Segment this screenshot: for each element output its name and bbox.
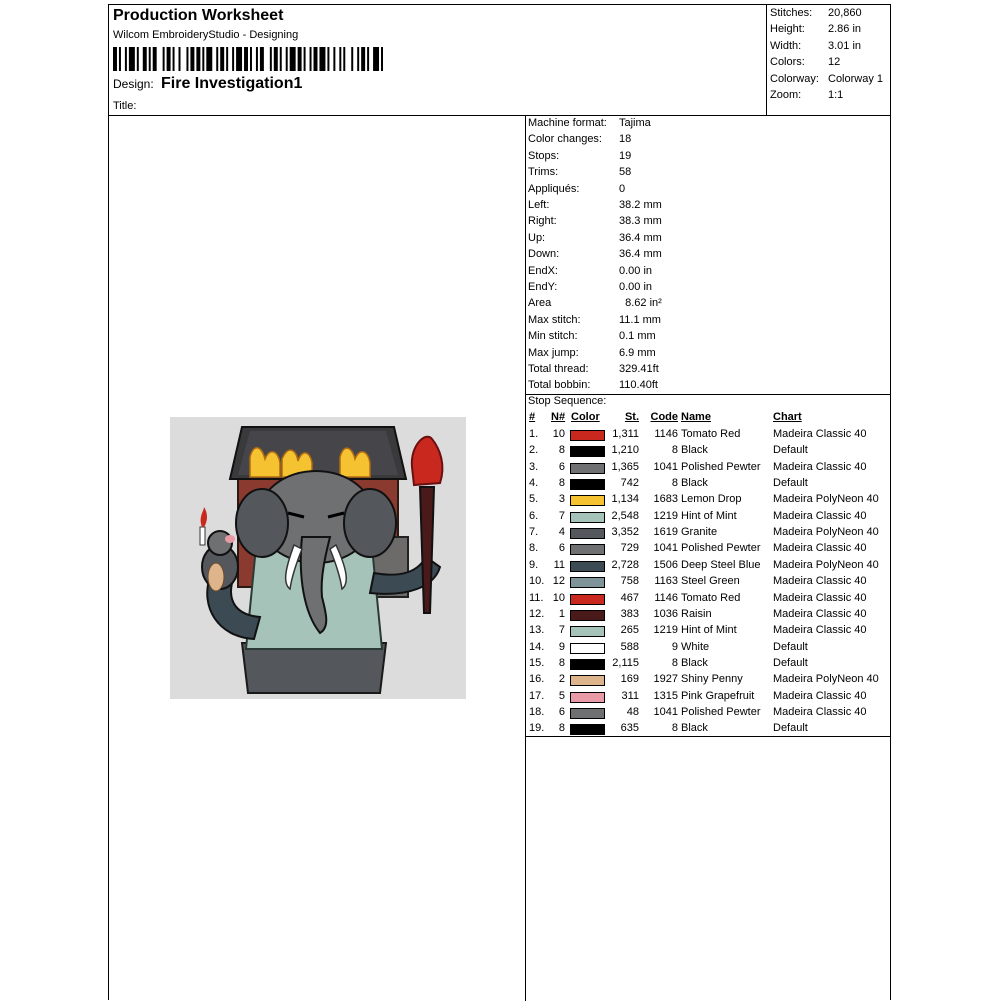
machine-info-label: EndY: — [528, 281, 558, 293]
thread-name: Deep Steel Blue — [681, 558, 761, 571]
thread-chart: Madeira Classic 40 — [773, 428, 867, 440]
stat-value: 3.01 in — [828, 39, 862, 52]
machine-info-value: 11.1 mm — [619, 313, 661, 326]
stat-value: Colorway 1 — [828, 72, 884, 85]
thread-name: Black — [681, 477, 708, 490]
barcode-bar — [196, 47, 200, 71]
stat-row — [770, 56, 840, 68]
thread-code: 1927 — [653, 673, 678, 686]
barcode-bar — [339, 47, 341, 71]
needle-number: 10 — [552, 428, 565, 440]
stop-number: 15. — [529, 656, 545, 669]
thread-chart: Madeira PolyNeon 40 — [773, 558, 879, 571]
thread-chart: Madeira Classic 40 — [773, 689, 867, 702]
title-label: Title: — [113, 100, 137, 112]
needle-number: 8 — [558, 477, 565, 490]
machine-info-label: Max stitch: — [528, 313, 581, 326]
stop-number: 16. — [529, 673, 545, 686]
col-header-code: Code — [650, 411, 678, 423]
stitch-count: 2,115 — [612, 656, 639, 669]
stat-label: Zoom: — [770, 89, 802, 101]
stitch-count: 383 — [620, 607, 639, 620]
thread-chart: Default — [773, 477, 808, 490]
thread-chart: Madeira Classic 40 — [773, 607, 867, 620]
machine-info-value: 110.40ft — [619, 379, 658, 392]
stats-panel — [766, 5, 891, 115]
needle-number: 6 — [558, 460, 565, 473]
machine-info-value: 0.1 mm — [619, 330, 656, 343]
thread-chart: Default — [773, 722, 808, 735]
stop-number: 2. — [529, 444, 539, 457]
machine-info-row — [528, 117, 651, 129]
barcode-bar — [244, 47, 248, 71]
barcode-bar — [304, 47, 306, 71]
machine-info-value: 6.9 mm — [619, 346, 656, 359]
machine-info-value: 58 — [619, 166, 632, 179]
machine-info-label: Right: — [528, 215, 557, 228]
thread-chart: Madeira Classic 40 — [773, 460, 867, 473]
machine-info-value: 38.2 mm — [619, 199, 662, 211]
machine-info-label: Max jump: — [528, 346, 579, 359]
color-swatch — [570, 479, 605, 490]
divider — [525, 115, 526, 1001]
thread-chart: Madeira PolyNeon 40 — [773, 493, 879, 506]
thread-chart: Madeira PolyNeon 40 — [773, 673, 879, 686]
machine-info-row — [528, 232, 662, 244]
machine-info-label: Stops: — [528, 149, 560, 162]
stat-row — [770, 7, 862, 19]
col-header-color: Color — [571, 411, 600, 423]
machine-info-row — [528, 363, 659, 375]
stop-number: 14. — [529, 640, 545, 653]
stop-number: 9. — [529, 558, 539, 571]
color-swatch — [570, 594, 605, 605]
thread-name: Pink Grapefruit — [681, 689, 755, 702]
barcode — [113, 47, 383, 71]
thread-code: 8 — [671, 444, 678, 457]
col-header-name: Name — [681, 411, 711, 423]
color-swatch — [570, 692, 605, 703]
machine-info-label: Up: — [528, 231, 546, 244]
stat-label: Colorway: — [770, 72, 819, 85]
thread-chart: Madeira Classic 40 — [773, 705, 867, 718]
stitch-count: 2,548 — [611, 509, 639, 522]
design-preview-image — [170, 417, 466, 699]
stitch-count: 1,311 — [612, 428, 639, 440]
software-name: Wilcom EmbroideryStudio - Designing — [113, 29, 299, 41]
thread-code: 8 — [671, 477, 678, 490]
stitch-count: 311 — [621, 689, 639, 702]
machine-info-label: Total bobbin: — [528, 379, 591, 392]
thread-chart: Madeira Classic 40 — [773, 575, 867, 588]
thread-code: 1163 — [654, 575, 678, 588]
stitch-count: 1,210 — [611, 444, 639, 457]
thread-name: White — [681, 640, 710, 653]
machine-info-row — [528, 166, 631, 178]
barcode-bar — [286, 47, 288, 71]
stat-value: 1:1 — [828, 89, 844, 101]
thread-code: 1683 — [653, 493, 678, 506]
needle-number: 7 — [558, 509, 565, 522]
color-swatch — [570, 708, 605, 719]
stat-label: Height: — [770, 23, 805, 36]
stat-row — [770, 23, 861, 35]
machine-info-value: 19 — [619, 149, 632, 162]
stop-number: 18. — [529, 705, 545, 718]
barcode-bar — [310, 47, 312, 71]
stitch-count: 3,352 — [611, 526, 639, 539]
stat-value: 20,860 — [828, 7, 862, 19]
thread-code: 1041 — [653, 460, 678, 473]
machine-info-label: Machine format: — [528, 117, 607, 129]
stat-value: 2.86 in — [828, 23, 862, 36]
thread-name: Polished Pewter — [681, 705, 761, 718]
barcode-bar — [298, 47, 302, 71]
machine-info-row — [528, 314, 661, 326]
color-swatch — [570, 561, 605, 572]
barcode-bar — [361, 47, 365, 71]
color-swatch — [570, 626, 605, 637]
stitch-count: 2,728 — [611, 558, 639, 571]
thread-name: Tomato Red — [681, 591, 741, 604]
barcode-bar — [129, 47, 135, 71]
stop-number: 10. — [529, 575, 545, 588]
machine-info-label: Color changes: — [528, 133, 602, 146]
machine-info-row — [528, 248, 662, 260]
barcode-bar — [137, 47, 139, 71]
stitch-count: 48 — [626, 705, 639, 718]
barcode-bar — [190, 47, 194, 71]
worksheet-header — [109, 5, 767, 115]
divider — [525, 736, 890, 737]
stitch-count: 635 — [620, 722, 639, 735]
needle-number: 10 — [552, 591, 565, 604]
barcode-bar — [260, 47, 264, 71]
machine-info-value: Tajima — [619, 117, 651, 129]
thread-name: Black — [681, 656, 708, 669]
barcode-bar — [232, 47, 234, 71]
color-swatch — [570, 610, 605, 621]
barcode-bar — [314, 47, 318, 71]
thread-code: 1315 — [653, 689, 678, 702]
barcode-bar — [125, 47, 127, 71]
barcode-bar — [119, 47, 121, 71]
thread-code: 1219 — [653, 624, 678, 637]
col-header-chart: Chart — [773, 411, 802, 423]
thread-chart: Default — [773, 656, 808, 669]
thread-code: 1146 — [654, 591, 678, 604]
thread-name: Granite — [681, 526, 718, 539]
thread-chart: Madeira Classic 40 — [773, 542, 867, 555]
machine-info-value: 38.3 mm — [619, 215, 662, 228]
stitch-count: 1,365 — [611, 460, 639, 473]
barcode-bar — [143, 47, 147, 71]
stop-number: 3. — [529, 460, 539, 473]
barcode-bar — [373, 47, 379, 71]
stop-sequence-title: Stop Sequence: — [528, 395, 607, 407]
barcode-bar — [256, 47, 258, 71]
color-swatch — [570, 512, 605, 523]
needle-number: 3 — [558, 493, 565, 506]
barcode-bar — [280, 47, 282, 71]
stitch-count: 467 — [620, 591, 639, 604]
thread-name: Steel Green — [681, 575, 740, 588]
machine-info-value: 0.00 in — [619, 264, 653, 277]
barcode-bar — [163, 47, 165, 71]
barcode-bar — [381, 47, 383, 71]
machine-info-label: Left: — [528, 199, 550, 211]
color-swatch — [570, 544, 605, 555]
thread-name: Hint of Mint — [681, 624, 737, 637]
thread-chart: Madeira Classic 40 — [773, 624, 867, 637]
thread-name: Polished Pewter — [681, 542, 761, 555]
machine-info-row — [528, 347, 656, 359]
barcode-bar — [206, 47, 212, 71]
machine-info-row — [528, 281, 652, 293]
col-header-needle: N# — [551, 411, 566, 423]
thread-chart: Madeira PolyNeon 40 — [773, 526, 879, 539]
color-swatch — [570, 446, 605, 457]
thread-name: Black — [681, 722, 708, 735]
stat-label: Colors: — [770, 56, 805, 69]
col-header-num: # — [529, 411, 536, 423]
needle-number: 9 — [558, 640, 565, 653]
barcode-bar — [216, 47, 218, 71]
design-name: Fire Investigation1 — [161, 75, 303, 92]
barcode-bar — [357, 47, 359, 71]
color-swatch — [570, 577, 605, 588]
stitch-count: 729 — [620, 542, 639, 555]
design-label: Design: — [113, 77, 154, 91]
thread-chart: Default — [773, 640, 808, 653]
thread-chart: Madeira Classic 40 — [773, 591, 867, 604]
barcode-bar — [250, 47, 252, 71]
thread-code: 1036 — [653, 607, 678, 620]
machine-info-label: Down: — [528, 248, 560, 261]
stat-row — [770, 40, 861, 52]
stop-number: 5. — [529, 493, 539, 506]
thread-code: 8 — [671, 656, 678, 669]
stitch-count: 742 — [620, 477, 639, 490]
machine-info-label: Total thread: — [528, 363, 589, 375]
stop-number: 7. — [529, 526, 539, 539]
machine-info-label: EndX: — [528, 264, 558, 277]
color-swatch — [570, 643, 605, 654]
barcode-bar — [226, 47, 228, 71]
stop-number: 1. — [529, 428, 539, 440]
worksheet-title: Production Worksheet — [113, 7, 284, 24]
needle-number: 8 — [558, 444, 565, 457]
machine-info-row — [528, 215, 662, 227]
thread-code: 1619 — [653, 526, 678, 539]
machine-info-row — [528, 265, 652, 277]
machine-info-row — [528, 183, 625, 195]
thread-code: 8 — [671, 722, 678, 735]
barcode-bar — [319, 47, 325, 71]
thread-name: Shiny Penny — [681, 673, 743, 686]
barcode-bar — [333, 47, 335, 71]
needle-number: 5 — [558, 689, 565, 702]
stop-number: 4. — [529, 477, 539, 490]
barcode-bar — [274, 47, 278, 71]
stop-number: 12. — [529, 607, 545, 620]
barcode-bar — [290, 47, 296, 71]
barcode-bar — [167, 47, 171, 71]
thread-name: Black — [681, 444, 708, 457]
divider — [109, 115, 890, 116]
machine-info-label: Area — [528, 297, 552, 310]
stat-label: Stitches: — [770, 7, 813, 19]
thread-name: Polished Pewter — [681, 460, 761, 473]
color-swatch — [570, 675, 605, 686]
thread-name: Raisin — [681, 607, 712, 620]
thread-name: Lemon Drop — [681, 493, 742, 506]
machine-info-value: 0 — [619, 182, 626, 195]
stop-number: 19. — [529, 722, 545, 735]
machine-info-label: Trims: — [528, 166, 559, 179]
stat-row — [770, 89, 843, 101]
machine-info-row — [528, 133, 631, 145]
barcode-bar — [202, 47, 204, 71]
barcode-bar — [367, 47, 369, 71]
machine-info-value: 18 — [619, 133, 632, 146]
stop-number: 17. — [529, 689, 545, 702]
thread-name: Tomato Red — [681, 428, 741, 440]
thread-code: 9 — [671, 640, 678, 653]
needle-number: 7 — [558, 624, 565, 637]
stat-value: 12 — [828, 56, 841, 69]
machine-info-label: Appliqués: — [528, 182, 580, 195]
stop-number: 11. — [529, 591, 544, 604]
color-swatch — [570, 430, 605, 441]
needle-number: 2 — [558, 673, 565, 686]
barcode-bar — [153, 47, 157, 71]
col-header-stitches: St. — [624, 411, 639, 423]
machine-info-row — [528, 297, 662, 309]
machine-info-row — [528, 379, 658, 391]
color-swatch — [570, 528, 605, 539]
worksheet — [108, 4, 891, 1000]
thread-code: 1506 — [653, 558, 678, 571]
color-swatch — [570, 724, 605, 735]
barcode-bar — [236, 47, 242, 71]
needle-number: 8 — [558, 722, 565, 735]
stitch-count: 588 — [620, 640, 639, 653]
color-swatch — [570, 495, 605, 506]
stitch-count: 169 — [620, 673, 639, 686]
stitch-count: 758 — [620, 575, 639, 588]
barcode-bar — [179, 47, 181, 71]
machine-info-value: 36.4 mm — [619, 248, 662, 261]
stop-number: 13. — [529, 624, 545, 637]
thread-chart: Default — [773, 444, 808, 457]
barcode-bar — [113, 47, 117, 71]
barcode-bar — [220, 47, 224, 71]
stat-row — [770, 73, 883, 85]
thread-chart: Madeira Classic 40 — [773, 509, 867, 522]
thread-code: 1041 — [653, 705, 678, 718]
thread-name: Hint of Mint — [681, 509, 737, 522]
color-swatch — [570, 463, 605, 474]
needle-number: 6 — [558, 705, 565, 718]
barcode-bar — [173, 47, 175, 71]
thread-code: 1146 — [654, 428, 678, 440]
machine-info-value: 36.4 mm — [619, 231, 662, 244]
stop-number: 8. — [529, 542, 539, 555]
machine-info-value: 0.00 in — [619, 281, 653, 293]
machine-info-row — [528, 330, 656, 342]
machine-info-value: 8.62 in² — [619, 297, 662, 310]
needle-number: 11 — [553, 558, 565, 571]
elephant-embroidery-illustration — [170, 417, 466, 699]
stitch-count: 265 — [620, 624, 639, 637]
needle-number: 6 — [558, 542, 565, 555]
color-swatch — [570, 659, 605, 670]
barcode-bar — [327, 47, 329, 71]
barcode-bar — [149, 47, 151, 71]
barcode-bar — [351, 47, 353, 71]
barcode-bar — [343, 47, 345, 71]
stop-number: 6. — [529, 509, 539, 522]
stitch-count: 1,134 — [611, 493, 639, 506]
machine-info-row — [528, 150, 631, 162]
needle-number: 12 — [552, 575, 565, 588]
machine-info-value: 329.41ft — [619, 363, 659, 375]
needle-number: 8 — [558, 656, 565, 669]
barcode-bar — [186, 47, 188, 71]
needle-number: 1 — [558, 607, 565, 620]
thread-code: 1041 — [653, 542, 678, 555]
needle-number: 4 — [558, 526, 565, 539]
stat-label: Width: — [770, 39, 802, 52]
machine-info-label: Min stitch: — [528, 330, 578, 343]
barcode-bar — [270, 47, 272, 71]
machine-info-row — [528, 199, 662, 211]
thread-code: 1219 — [653, 509, 678, 522]
